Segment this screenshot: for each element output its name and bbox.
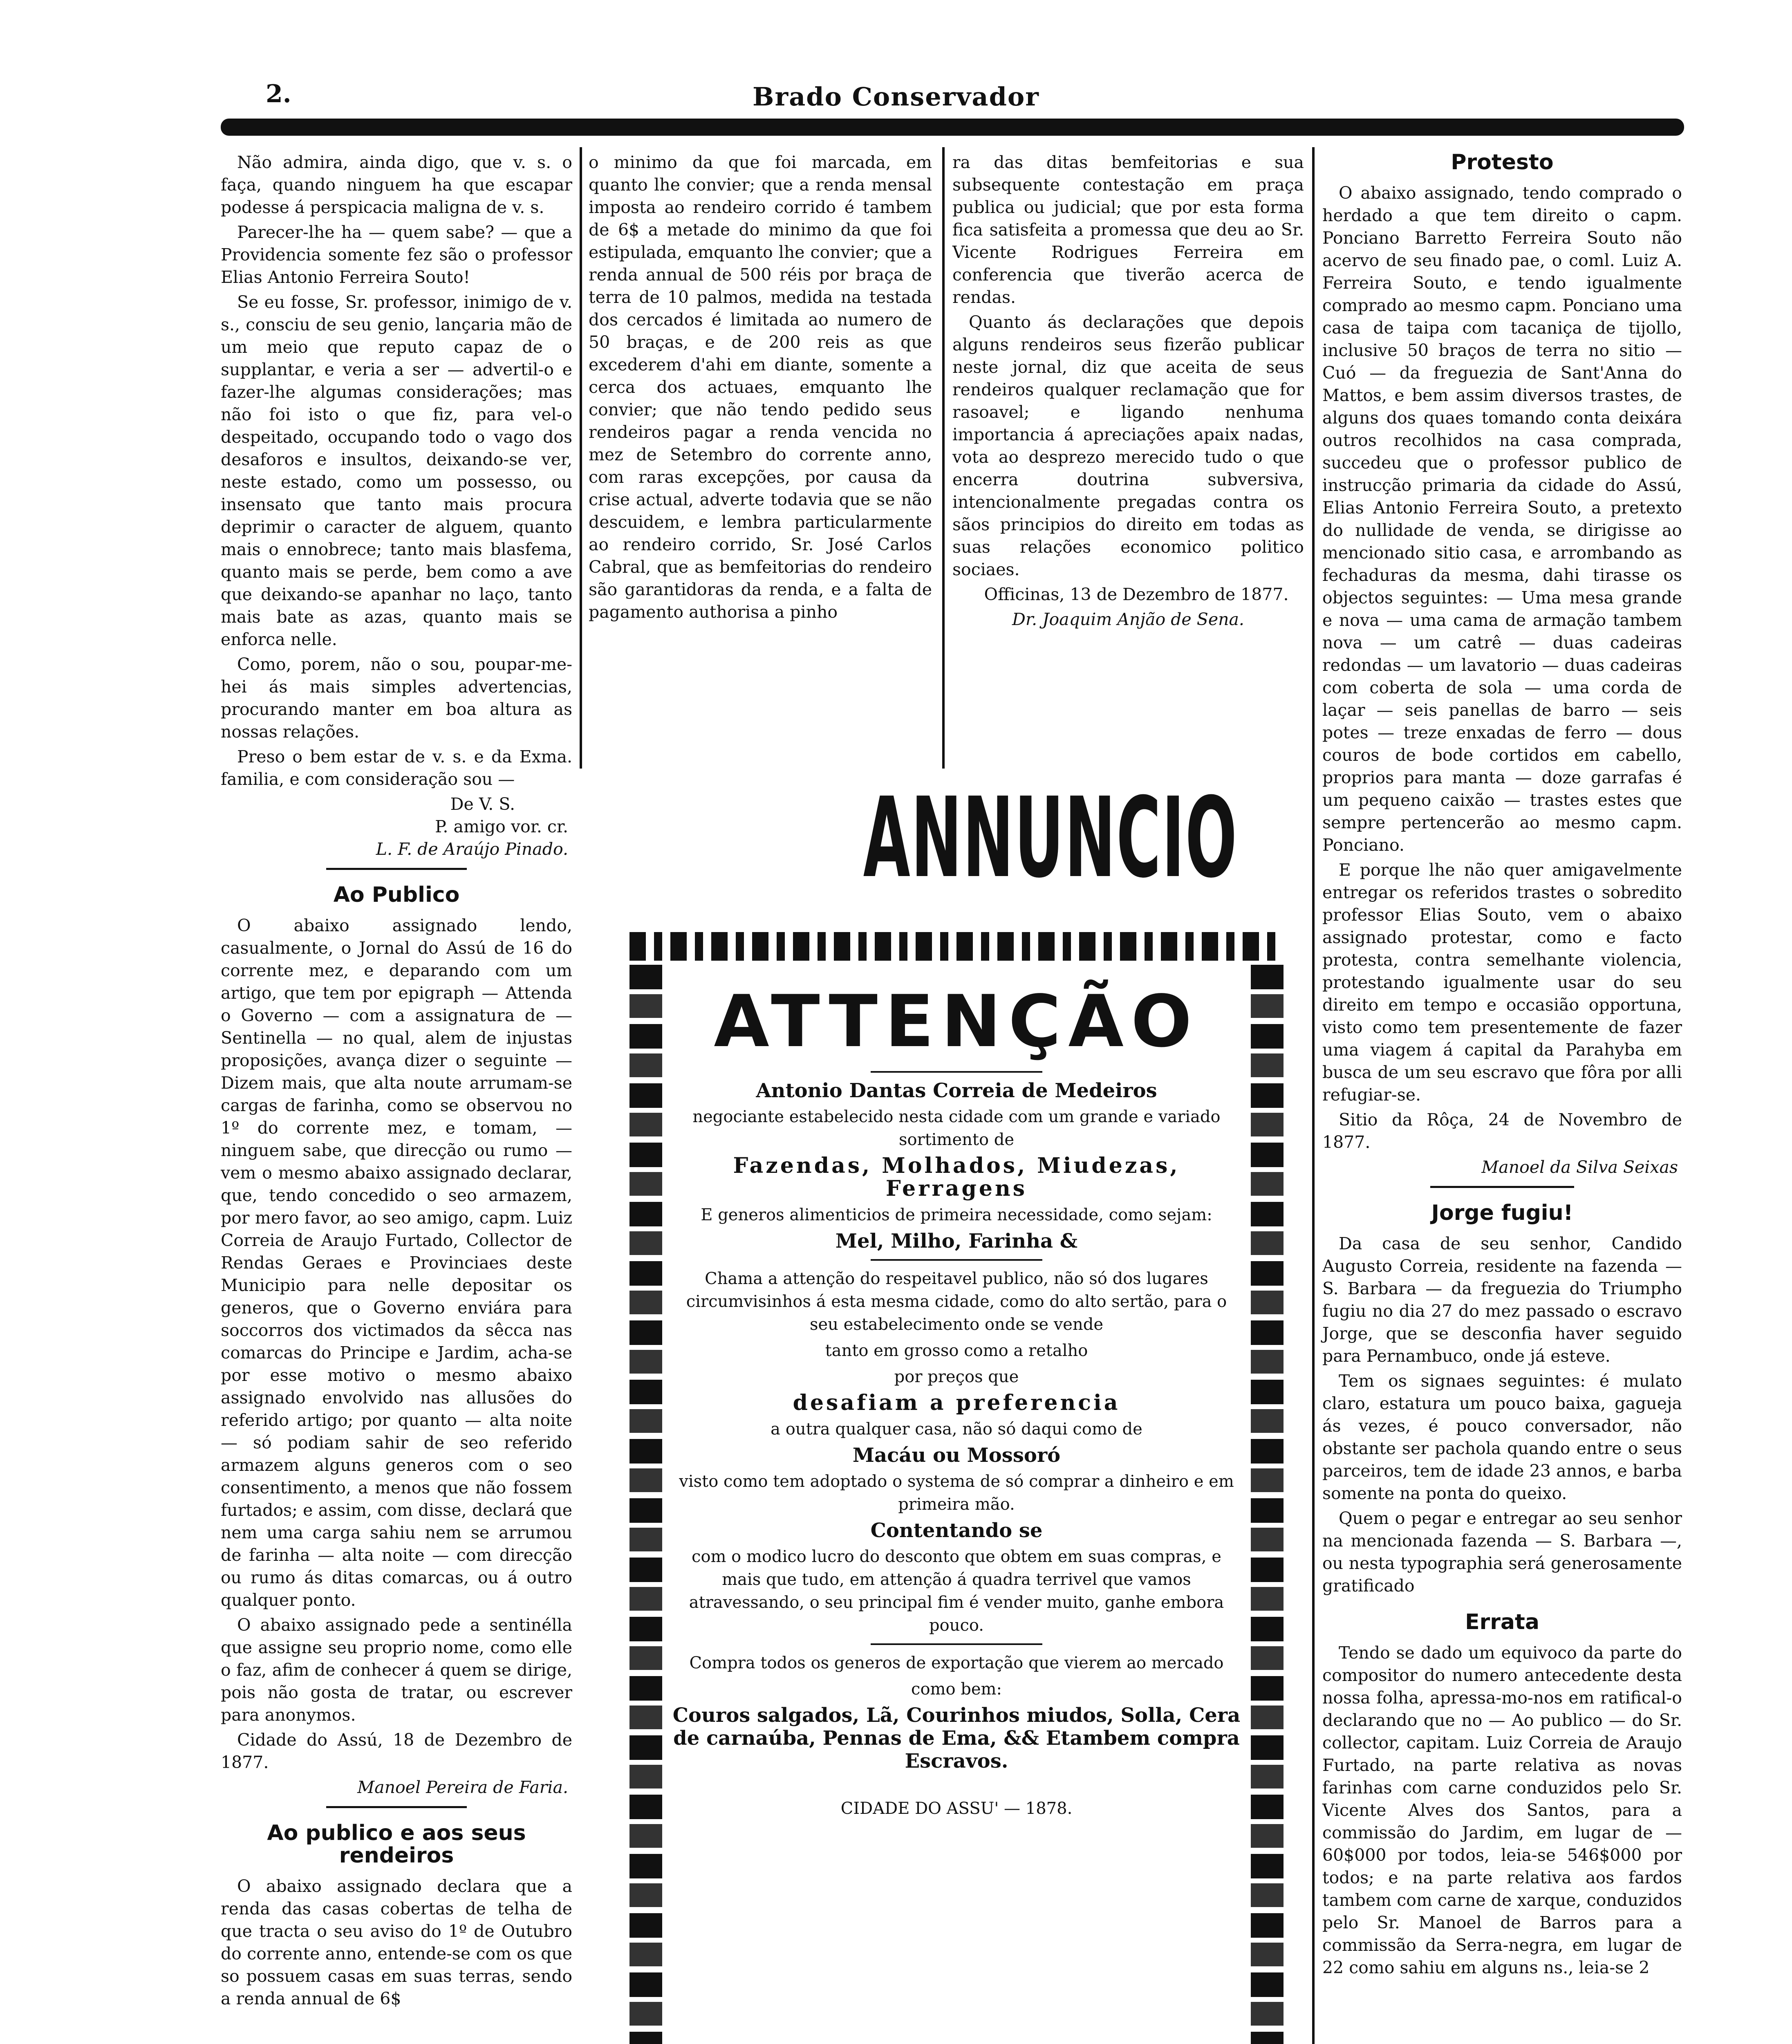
column-4 <box>1322 151 1682 1981</box>
ad-emphasis: desafiam a preferencia <box>793 1390 1120 1415</box>
ad-line: com o modico lucro do desconto que obtem em suas compras, e mais que tudo, em attenção á quadra terrivel que vamos atravessando, o seu principal fim é vender muito, ganhe embora pouco. <box>689 1547 1224 1635</box>
section-heading: Jorge fugiu! <box>1431 1201 1573 1225</box>
ad-footer: CIDADE DO ASSU' — 1878. <box>840 1799 1073 1818</box>
header-rule <box>221 119 1684 136</box>
divider <box>326 868 467 870</box>
column-3 <box>952 151 1304 631</box>
ad-line: visto como tem adoptado o systema de só comprar a dinheiro e em primeira mão. <box>679 1472 1234 1514</box>
paragraph: Como, porem, não o sou, poupar-me-hei ás mais simples advertencias, procurando manter em boa altura as nossas relações. <box>221 654 572 742</box>
ad-line: tanto em grosso como a retalho <box>825 1341 1088 1360</box>
ad-line: a outra qualquer casa, não só daqui como de <box>771 1420 1142 1439</box>
divider <box>326 1806 467 1808</box>
paragraph: Quanto ás declarações que depois alguns rendeiros seus fizerão publicar neste jornal, diz que aceita de seus rendeiros qualquer reclamação que for rasoavel; e ligando nenhuma importancia á apreciações apaix nadas, vota ao desprezo merecido tudo o que encerra doutrina subversiva, intencionalmente pregadas contra os sãos principios do direito em todas as suas relações economico politico sociaes. <box>952 312 1304 579</box>
column-2 <box>589 151 932 626</box>
section-heading: Ao Publico <box>333 883 460 907</box>
ad-emphasis: Contentando se <box>870 1519 1043 1542</box>
paragraph: Tendo se dado um equivoco da parte do compositor do numero antecedente desta nossa folha, apressa-mo-nos em ratifical-o declarando que no — Ao publico — do Sr. collector, capitam. Luiz Correia de Araujo Furtado, na parte relativa as novas farinhas com carne conduzidos pelo Sr. Vicente Alves dos Santos, para a commissão do Jardim, em lugar de — 60$000 por todos, leia-se 546$000 por todos; e na parte relativa aos fardos tambem com carne de xarque, conduzidos pelo Sr. Manoel de Barros para a commissão da Serra-negra, em lugar de 22 como sahiu em alguns ns., leia-se 2 <box>1322 1643 1682 1977</box>
ornament-border-top <box>629 932 1284 961</box>
ad-goods: Couros salgados, Lã, Courinhos miudos, Solla, Cera de carnaúba, Pennas de Ema, && Etambem compra Escravos. <box>672 1704 1241 1773</box>
dateline: Cidade do Assú, 18 de Dezembro de 1877. <box>221 1730 572 1772</box>
paragraph: O abaixo assignado pede a sentinélla que assigne seu proprio nome, como elle o faz, afim de conhecer á quem se dirige, pois não gosta de tratar, ou escrever para anonymos. <box>221 1615 572 1725</box>
paragraph: O abaixo assignado declara que a renda das casas cobertas de telha de que tracta o seu aviso do 1º de Outubro do corrente anno, entende-se com os que so possuem casas em suas terras, sendo a renda annual de 6$ <box>221 1876 572 2008</box>
column-1 <box>221 151 572 2013</box>
advertisement <box>670 973 1243 1823</box>
column-rule <box>580 147 582 769</box>
divider <box>871 1643 1042 1645</box>
ad-places: Macáu ou Mossoró <box>852 1444 1061 1467</box>
ad-goods: Fazendas, Molhados, Miudezas, Ferragens <box>733 1153 1180 1201</box>
closing-line: P. amigo vor. cr. <box>435 817 568 836</box>
page-number: 2. <box>266 80 291 108</box>
paragraph: Não admira, ainda digo, que v. s. o faça, quando ninguem ha que escapar podesse á perspicacia maligna de v. s. <box>221 152 572 217</box>
paragraph: ra das ditas bemfeitorias e sua subsequente contestação em praça publica ou judicial; que por esta forma fica satisfeita a promessa que deu ao Sr. Vicente Rodrigues Ferreira em conferencia que tiverão acerca de rendas. <box>952 152 1304 307</box>
paragraph: Da casa de seu senhor, Candido Augusto Correia, residente na fazenda — S. Barbara — da freguezia do Triumpho fugiu no dia 27 do mez passado o escravo Jorge, que se desconfia haver seguido para Pernambuco, onde já esteve. <box>1322 1234 1682 1366</box>
ad-line: Compra todos os generos de exportação que vierem ao mercado <box>689 1654 1224 1672</box>
ornament-border-right <box>1251 965 1284 2044</box>
section-heading: Errata <box>1465 1610 1539 1634</box>
paragraph: Tem os signaes seguintes: é mulato claro, estatura um pouco baixa, gagueja ás vezes, é pouco conversador, não obstante ser pachola quando entre o seus parceiros, tem de idade 23 annos, e barba somente na ponta do queixo. <box>1322 1371 1682 1503</box>
paragraph: Se eu fosse, Sr. professor, inimigo de v. s., consciu de seu genio, lançaria mão de um meio que reputo capaz de o supplantar, e veria a ser — advertil-o e fazer-lhe algumas considerações; mas não foi isto o que fiz, para vel-o despeitado, occupando todo o vago dos desaforos e insultos, deixando-se ver, neste estado, como um possesso, ou insensato que tanto mais procura deprimir o caracter de alguem, quanto mais o ennobrece; tanto mais blasfema, quanto mais se perde, bem como a ave que deixando-se apanhar no laço, tanto mais bate as azas, quanto mais se enforca nelle. <box>221 292 572 649</box>
signature: Manoel da Silva Seixas <box>1481 1157 1678 1177</box>
paragraph: O abaixo assignado lendo, casualmente, o Jornal do Assú de 16 do corrente mez, e deparando com um artigo, que tem por epigraph — Attenda o Governo — com a assignatura de — Sentinella — no qual, alem de injustas proposições, avança dizer o seguinte — Dizem mais, que alta noute arrumam-se cargas de farinha, como se observou no 1º do corrente mez, e tomam, — ninguem sabe, que direcção ou rumo — vem o mesmo abaixo assignado declarar, que, tendo concedido o seo armazem, por mero favor, ao seo amigo, capm. Luiz Correia de Araujo Furtado, Collector de Rendas Geraes e Provinciaes deste Municipio para nelle depositar os generos, que o Governo enviára para soccorros dos victimados da sêcca nas comarcas do Principe e Jardim, acha-se por esse motivo o mesmo abaixo assignado envolvido nas allusões do referido artigo; por quanto — alta noite — só podiam sahir de seo referido armazem alguns generos com o seo consentimento, a menos que não fossem furtados; e assim, com disse, declará que nem uma carga sahiu nem se arrumou de farinha — alta noite — com direcção ou rumo ás ditas comarcas, ou á outro qualquer ponto. <box>221 916 572 1610</box>
paragraph: Preso o bem estar de v. s. e da Exma. familia, e com consideração sou — <box>221 747 572 789</box>
paragraph: Parecer-lhe ha — quem sabe? — que a Providencia somente fez são o professor Elias Antonio Ferreira Souto! <box>221 222 572 287</box>
attention-heading: ATTENÇÃO <box>714 980 1199 1063</box>
signature: Dr. Joaquim Anjão de Sena. <box>1012 610 1244 629</box>
ad-banner: ANNUNCIO <box>863 773 1238 902</box>
section-heading: Protesto <box>1451 150 1554 175</box>
dateline: Sitio da Rôça, 24 de Novembro de 1877. <box>1322 1110 1682 1152</box>
newspaper-title: Brado Conservador <box>753 82 1039 112</box>
ad-line: E generos alimenticios de primeira necessidade, como sejam: <box>701 1206 1212 1224</box>
merchant-name: Antonio Dantas Correia de Medeiros <box>756 1079 1157 1102</box>
closing-line: De V. S. <box>450 794 515 814</box>
divider <box>871 1071 1042 1073</box>
divider <box>1430 1186 1574 1188</box>
ad-line: por preços que <box>894 1367 1019 1386</box>
ad-line: negociante estabelecido nesta cidade com um grande e variado sortimento de <box>692 1107 1221 1149</box>
column-rule <box>1312 147 1315 2044</box>
dateline: Officinas, 13 de Dezembro de 1877. <box>984 585 1289 604</box>
ad-goods: Mel, Milho, Farinha & <box>835 1230 1078 1253</box>
ornament-border-left <box>629 965 662 2044</box>
ad-line: Chama a attenção do respeitavel publico, não só dos lugares circumvisinhos á esta mesma cidade, como do alto sertão, para o seu estabelecimento onde se vende <box>686 1269 1227 1334</box>
paragraph: E porque lhe não quer amigavelmente entregar os referidos trastes o sobredito professor Elias Souto, vem o abaixo assignado protestar, como e facto protesta, contra semelhante violencia, protestando igualmente usar do seu direito em tempo e occasião opportuna, visto como tem presentemente de fazer uma viagem á capital da Parahyba em busca de um seu escravo que fôra por alli refugiar-se. <box>1322 860 1682 1105</box>
paragraph: o minimo da que foi marcada, em quanto lhe convier; que a renda mensal imposta ao rendeiro corrido é tambem de 6$ a metade do minimo da que foi estipulada, emquanto lhe convier; que a renda annual de 500 réis por braça de terra de 10 palmos, medida na testada dos cercados é limitada ao numero de 50 braças, e de 200 reis as que excederem d'ahi em diante, somente a cerca dos actuaes, emquanto lhe convier; que não tendo pedido seus rendeiros pagar a renda vencida no mez de Setembro do corrente anno, com raras excepções, por causa da crise actual, adverte todavia que se não descuidem, e lembra particularmente ao rendeiro corrido, Sr. José Carlos Cabral, que as bemfeitorias do rendeiro são garantidoras da renda, e a falta de pagamento authorisa a pinho <box>589 152 932 622</box>
paragraph: Quem o pegar e entregar ao seu senhor na mencionada fazenda — S. Barbara —, ou nesta typographia será generosamente gratificado <box>1322 1508 1682 1596</box>
signature: L. F. de Araújo Pinado. <box>376 839 568 859</box>
ad-line: como bem: <box>911 1680 1002 1699</box>
divider <box>871 1259 1042 1261</box>
signature: Manoel Pereira de Faria. <box>357 1777 568 1797</box>
column-rule <box>942 147 945 769</box>
section-heading: Ao publico e aos seus rendeiros <box>267 1821 526 1868</box>
paragraph: O abaixo assignado, tendo comprado o herdado a que tem direito o capm. Ponciano Barretto Ferreira Souto não acervo de seu finado pae, o coml. Luiz A. Ferreira Souto, e tendo igualmente comprado ao mesmo capm. Ponciano uma casa de taipa com tacaniça de tijollo, inclusive 50 braços de terra no sitio — Cuó — da freguezia de Sant'Anna do Mattos, e bem assim diversos trastes, de alguns dos quaes tomando conta deixára outros recolhidos na casa comprada, succedeu que o professor publico de instrucção primaria da cidade do Assú, Elias Antonio Ferreira Souto, a pretexto do nullidade de venda, se dirigisse ao mencionado sitio casa, e arrombando as fechaduras da mesma, dahi tirasse os objectos seguintes: — Uma mesa grande e nova — uma cama de armação tambem nova — um catrê — duas cadeiras redondas — um lavatorio — duas cadeiras com coberta de sola — uma corda de laçar — seis panellas de barro — seis potes — treze enxadas de ferro — dous couros de bode cortidos em cabello, proprios para manta — doze garrafas é um pequeno caixão — trastes estes que sempre pertencerão ao mesmo capm. Ponciano. <box>1322 183 1682 855</box>
